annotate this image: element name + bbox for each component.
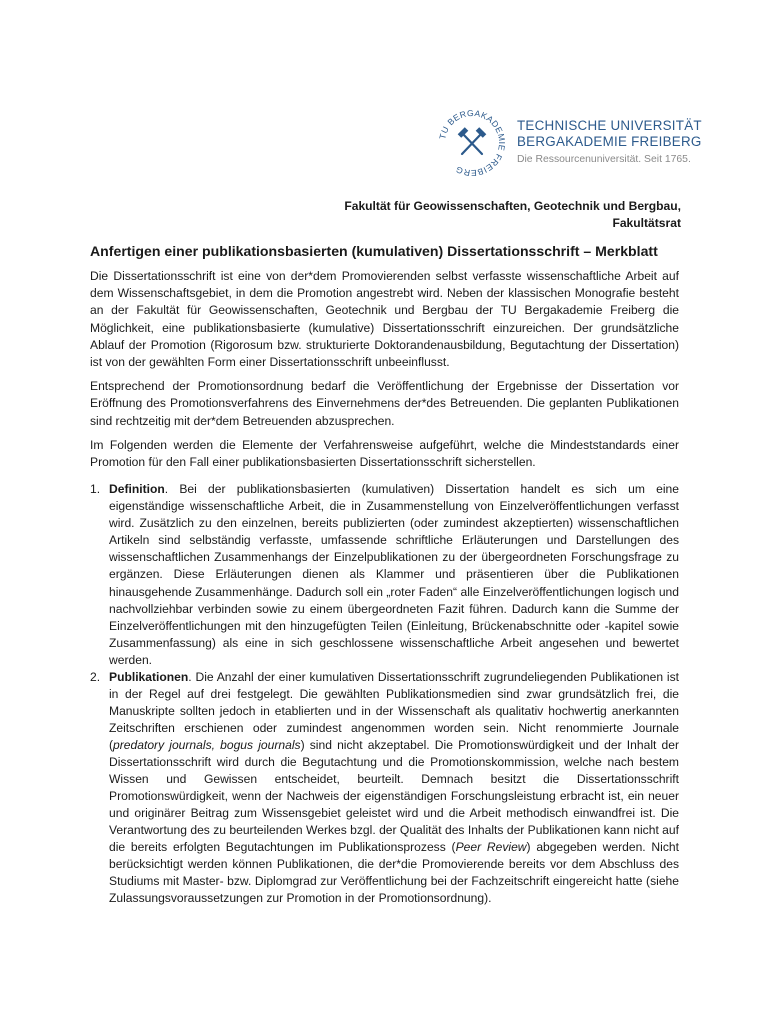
document-body [90,268,679,907]
faculty-name: Fakultät für Geowissenschaften, Geotechnik und Bergbau, [344,199,681,213]
faculty-council: Fakultätsrat [612,216,681,230]
university-seal-icon [436,107,508,179]
university-name-line1: TECHNISCHE UNIVERSITÄT [517,118,702,133]
university-logo [436,107,702,179]
list-text: ) sind nicht akzeptabel. Die Promotionswürdigkeit und der Inhalt der Dissertationsschrift wird durch die Begutachtung und die Promotionskommission, welche nach bestem Wissen und Gewissen entscheidet, beurteilt. Demnach besitzt die Dissertationsschrift Promotionswürdigkeit, wenn der Nachweis der eigenständigen Forschungsleistung erbracht ist, ein neuer und originärer Beitrag zum Wissensgebiet geleistet wird und die Arbeit methodisch einwandfrei ist. Die Verantwortung des zu beurteilenden Werkes bzgl. der Qualität des Inhalts der Publikationen kann nicht auf die bereits erfolgten Begutachtungen im Publikationsprozess ( [109,737,679,855]
list-text: . Die Anzahl der einer kumulativen Dissertationsschrift zugrundeliegenden Publikationen ist in der Regel auf drei festgelegt. Die gewählten Publikationsmedien sind zwar grundsätzlich frei, die Manuskripte sollten jedoch in etablierten und in der Wissenschaft als qualitativ hochwertig anerkannten Zeitschriften erschienen oder zumindest angenommen worden sein. Nicht renommierte Journale ( [109,669,679,752]
list-number: 2. [90,669,101,684]
intro-paragraph: Die Dissertationsschrift ist eine von der*dem Promovierenden selbst verfasste wissenschaftliche Arbeit auf dem Wissenschaftsgebiet, in dem die Promotion angestrebt wird. Neben der klassischen Monografie besteht an der Fakultät für Geowissenschaften, Geotechnik und Bergbau der TU Bergakademie Freiberg die Möglichkeit, eine publikationsbasierte (kumulative) Dissertationsschrift einzureichen. Der grundsätzliche Ablauf der Promotion (Rigorosum bzw. strukturierte Doktorandenausbildung, Begutachtung der Dissertation) ist von der gewählten Form einer Dissertationsschrift unbeeinflusst. [90,269,679,370]
procedure-paragraph: Im Folgenden werden die Elemente der Verfahrensweise aufgeführt, welche die Mindeststandards einer Promotion für den Fall einer publikationsbasierten Dissertationsschrift sicherstellen. [90,437,679,470]
list-item-definition [90,481,679,669]
university-name-line2: BERGAKADEMIE FREIBERG [517,134,702,149]
list-term: Definition [109,482,165,497]
list-text: . Bei der publikationsbasierten (kumulativen) Dissertation handelt es sich um eine eigenständige wissenschaftliche Arbeit, die in Zusammenstellung von Einzelveröffentlichungen verfasst wird. Zusätzlich zu den einzelnen, bereits publizierten (oder zumindest akzeptierten) wissenschaftlichen Artikeln sind selbständig verfasste, umfassende schriftliche Erläuterungen und Darstellungen des wissenschaftlichen Zusammenhangs der Einzelpublikationen zu der übergeordneten Forschungsfrage zu ergänzen. Diese Erläuterungen dienen als Klammer und präsentieren über die Publikationen hinausgehende Zusammenhänge. Dadurch soll ein „roter Faden“ alle Einzelveröffentlichungen logisch und nachvollziehbar verbinden sowie zu einem übergeordneten Fazit führen. Dadurch kann die Summe der Einzelveröffentlichungen mit den hinzugefügten Teilen (Einleitung, Brückenabschnitte oder -kapitel sowie Zusammenfassung) als eine in sich geschlossene wissenschaftliche Arbeit angesehen und bewertet werden. [109,482,679,667]
university-tagline: Die Ressourcenuniversität. Seit 1765. [517,154,691,165]
seal-text: TU BERGAKADEMIE FREIBERG [437,107,508,179]
regulation-paragraph: Entsprechend der Promotionsordnung bedarf die Veröffentlichung der Ergebnisse der Dissertation vor Eröffnung des Promotionsverfahrens des Einvernehmens der*des Betreuenden. Die geplanten Publikationen sind rechtzeitig mit der*dem Betreuenden abzusprechen. [90,379,679,428]
document-title: Anfertigen einer publikationsbasierten (kumulativen) Dissertationsschrift – Merkblatt [90,243,658,259]
list-number: 1. [90,482,101,497]
list-item-publications [90,669,679,908]
list-italic-text: predatory journals, bogus journals [113,737,301,752]
list-term: Publikationen [109,669,189,684]
list-text: ) abgegeben werden. Nicht berücksichtigt werden können Publikationen, die der*die Promovierende bereits vor dem Abschluss des Studiums mit Master- bzw. Diplomgrad zur Veröffentlichung bei der Fachzeitschrift eingereicht hatte (siehe Zulassungsvoraussetzungen zur Promotion in der Promotionsordnung). [109,840,679,906]
procedure-list [90,481,679,907]
list-italic-text: Peer Review [455,840,527,855]
faculty-header [344,198,681,232]
